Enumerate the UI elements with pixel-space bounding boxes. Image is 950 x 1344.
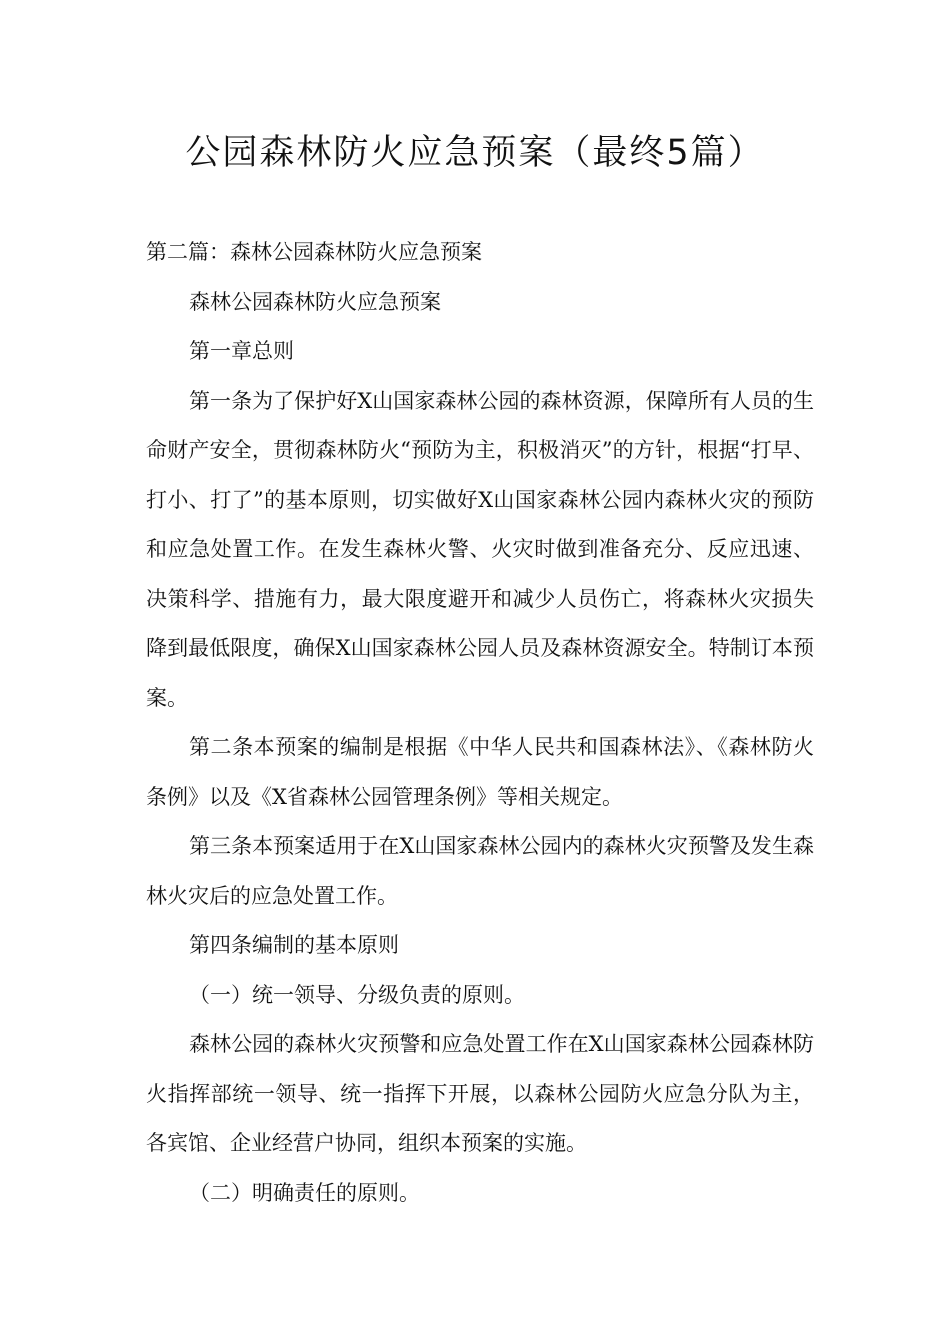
article-paragraph: 第一条为了保护好X山国家森林公园的森林资源，保障所有人员的生命财产安全，贯彻森林防火“预防为主，积极消灭”的方针，根据“打早、打小、打了”的基本原则，切实做好X山国家森林公园内森林火灾的预防和应急处置工作。在发生森林火警、火灾时做到准备充分、反应迅速、决策科学、措施有力，最大限度避开和减少人员伤亡，将森林火灾损失降到最低限度，确保X山国家森林公园人员及森林资源安全。特制订本预案。 (146, 388, 814, 710)
document-title: 公园森林防火应急预案（最终5篇） (185, 133, 765, 173)
chapter-heading: 第一章总则 (189, 339, 294, 363)
section-heading: 第二篇：森林公园森林防火应急预案 (146, 240, 482, 264)
body-paragraph: 森林公园的森林火灾预警和应急处置工作在X山国家森林公园森林防火指挥部统一领导、统一指挥下开展，以森林公园防火应急分队为主，各宾馆、企业经营户协同，组织本预案的实施。 (146, 1032, 814, 1155)
article-paragraph: 第三条本预案适用于在X山国家森林公园内的森林火灾预警及发生森林火灾后的应急处置工作。 (146, 834, 814, 908)
principle-heading: （二）明确责任的原则。 (189, 1180, 420, 1205)
subtitle: 森林公园森林防火应急预案 (189, 289, 441, 314)
principle-heading: （一）统一领导、分级负责的原则。 (189, 982, 525, 1007)
article-paragraph: 第二条本预案的编制是根据《中华人民共和国森林法》、《森林防火条例》以及《X省森林公园管理条例》等相关规定。 (146, 735, 814, 809)
article-heading: 第四条编制的基本原则 (189, 933, 399, 957)
document-body (146, 228, 814, 1218)
